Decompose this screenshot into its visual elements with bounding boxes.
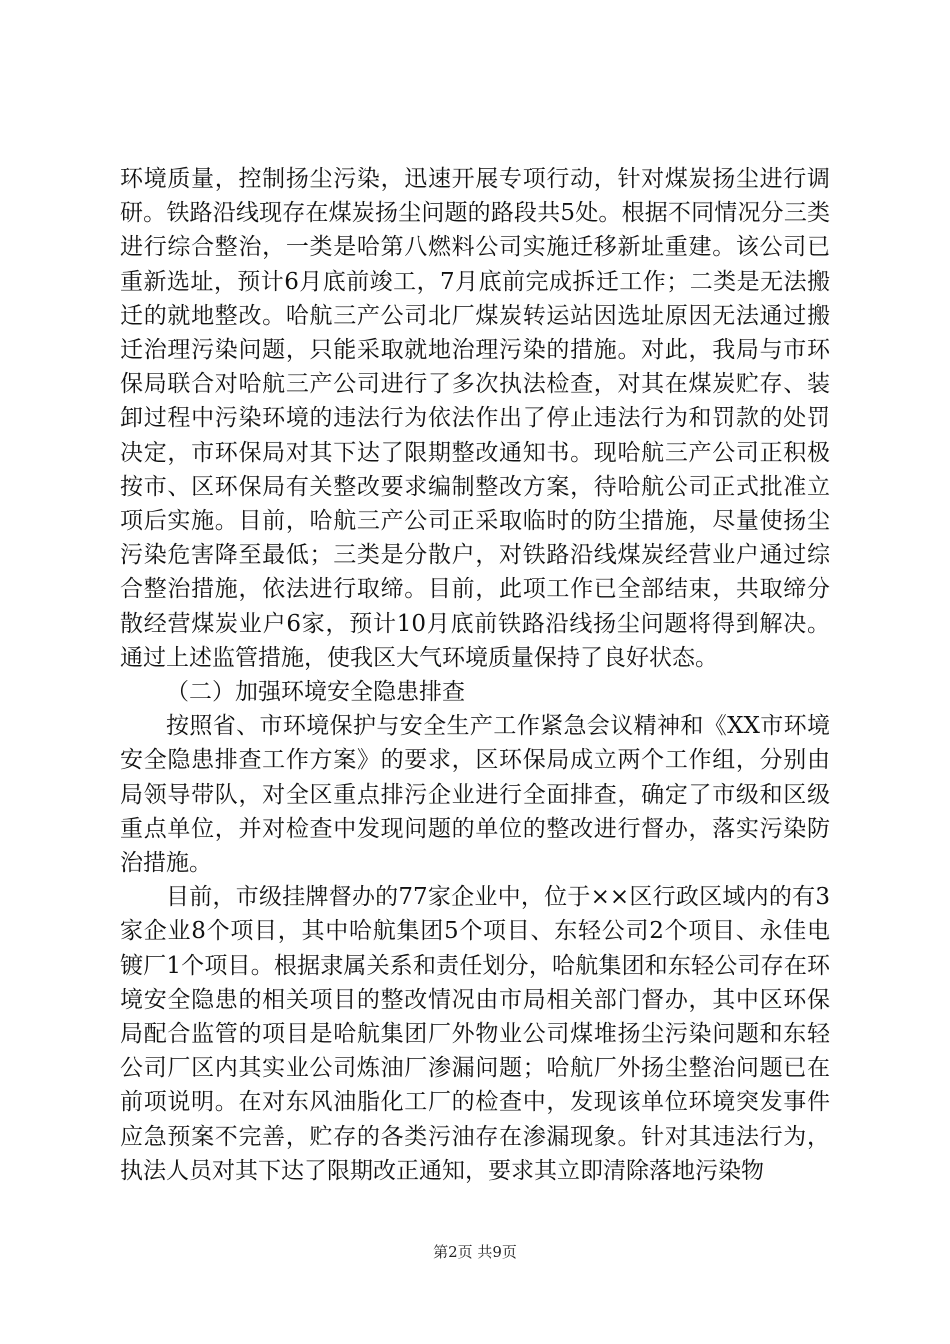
document-body bbox=[120, 162, 830, 1188]
paragraph: 按照省、市环境保护与安全生产工作紧急会议精神和《XX市环境安全隐患排查工作方案》的要求，区环保局成立两个工作组，分别由局领导带队，对全区重点排污企业进行全面排查，确定了市级和区级重点单位，并对检查中发现问题的单位的整改进行督办，落实污染防治措施。 bbox=[120, 713, 830, 877]
section-heading: （二）加强环境安全隐患排查 bbox=[166, 679, 465, 706]
page-number-footer: 第2页 共9页 bbox=[433, 1243, 517, 1261]
paragraph: 目前，市级挂牌督办的77家企业中，位于××区行政区域内的有3家企业8个项目，其中哈航集团5个项目、东轻公司2个项目、永佳电镀厂1个项目。根据隶属关系和责任划分，哈航集团和东轻公司存在环境安全隐患的相关项目的整改情况由市局相关部门督办，其中区环保局配合监管的项目是哈航集团厂外物业公司煤堆扬尘污染问题和东轻公司厂区内其实业公司炼油厂渗漏问题；哈航厂外扬尘整治问题已在前项说明。在对东风油脂化工厂的检查中，发现该单位环境突发事件应急预案不完善，贮存的各类污油存在渗漏现象。针对其违法行为，执法人员对其下达了限期改正通知，要求其立即清除落地污染物 bbox=[120, 884, 830, 1184]
paragraph-continuation: 环境质量，控制扬尘污染，迅速开展专项行动，针对煤炭扬尘进行调研。铁路沿线现存在煤炭扬尘问题的路段共5处。根据不同情况分三类进行综合整治，一类是哈第八燃料公司实施迁移新址重建。该公司已重新选址，预计6月底前竣工，7月底前完成拆迁工作；二类是无法搬迁的就地整改。哈航三产公司北厂煤炭转运站因选址原因无法通过搬迁治理污染问题，只能采取就地治理污染的措施。对此，我局与市环保局联合对哈航三产公司进行了多次执法检查，对其在煤炭贮存、装卸过程中污染环境的违法行为依法作出了停止违法行为和罚款的处罚决定，市环保局对其下达了限期整改通知书。现哈航三产公司正积极按市、区环保局有关整改要求编制整改方案，待哈航公司正式批准立项后实施。目前，哈航三产公司正采取临时的防尘措施，尽量使扬尘污染危害降至最低；三类是分散户，对铁路沿线煤炭经营业户通过综合整治措施，依法进行取缔。目前，此项工作已全部结束，共取缔分散经营煤炭业户6家，预计10月底前铁路沿线扬尘问题将得到解决。通过上述监管措施，使我区大气环境质量保持了良好状态。 bbox=[120, 166, 830, 671]
